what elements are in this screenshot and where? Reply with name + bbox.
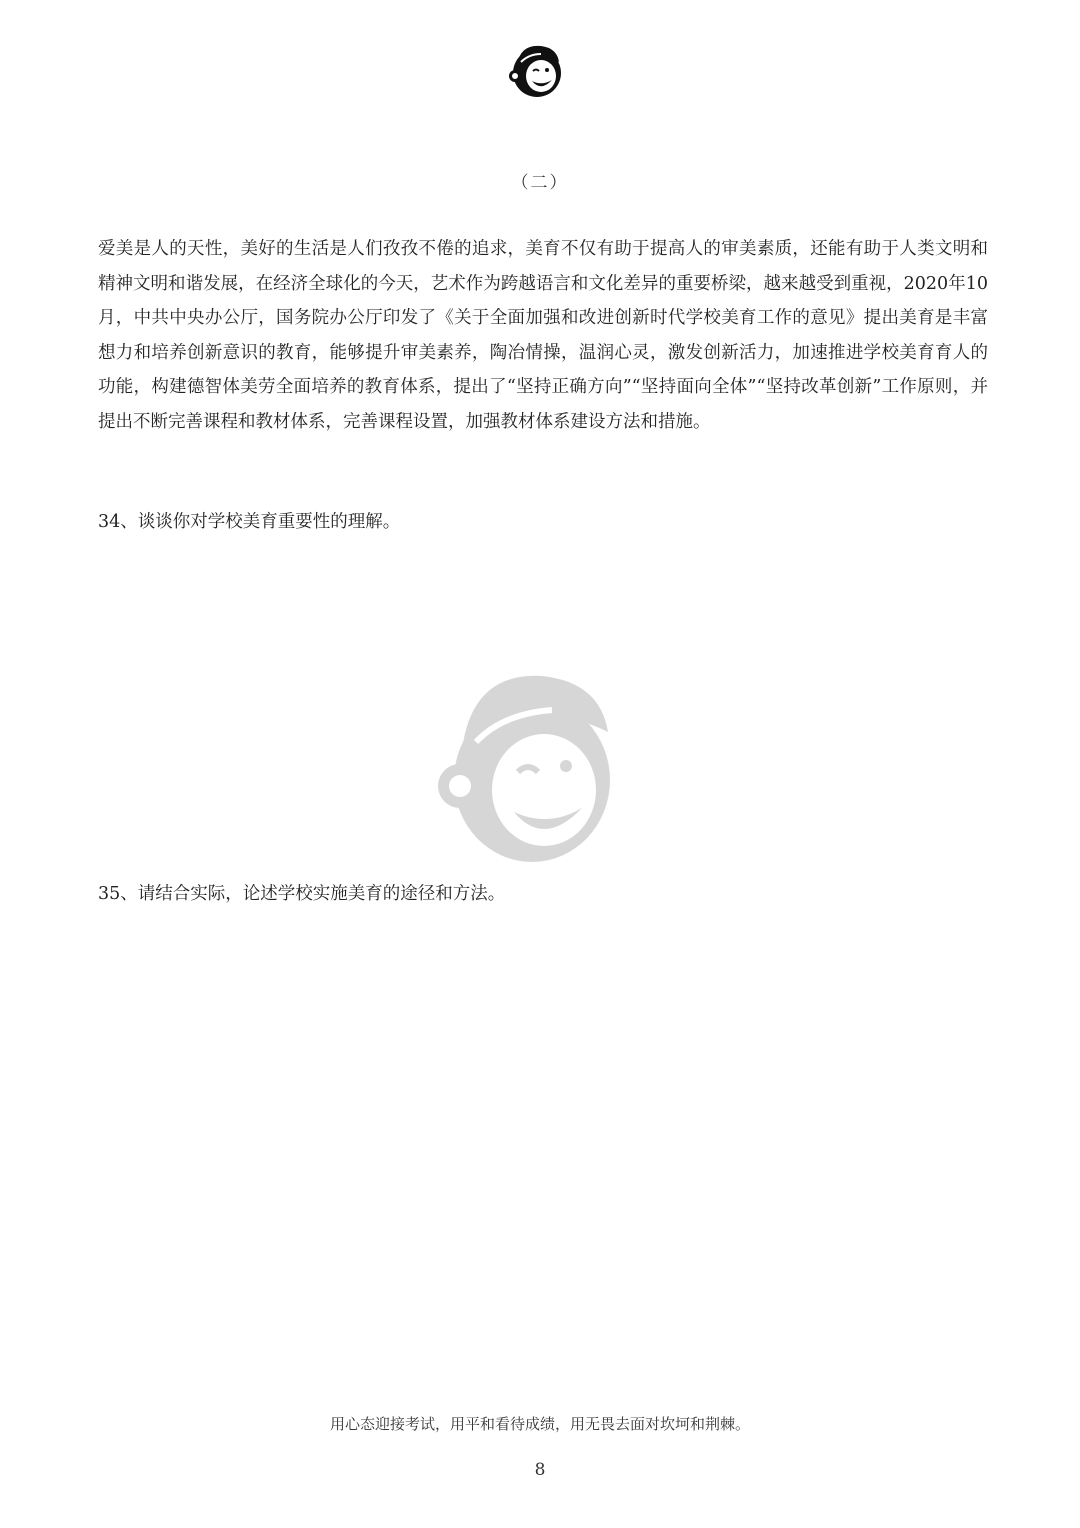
reading-passage: 爱美是人的天性，美好的生活是人们孜孜不倦的追求，美育不仅有助于提高人的审美素质，还能有助于人类文明和精神文明和谐发展，在经济全球化的今天，艺术作为跨越语言和文化差异的重要桥梁，越来越受到重视，2020年10月，中共中央办公厅，国务院办公厅印发了《关于全面加强和改进创新时代学校美育工作的意见》提出美育是丰富想力和培养创新意识的教育，能够提升审美素养，陶冶情操，温润心灵，激发创新活力，加速推进学校美育育人的功能，构建德智体美劳全面培养的教育体系，提出了“坚持正确方向”“坚持面向全体”“坚持改革创新”工作原则，并提出不断完善课程和教材体系，完善课程设置，加强教材体系建设方法和措施。 xyxy=(98,239,988,432)
question-34: 34、谈谈你对学校美育重要性的理解。 xyxy=(98,512,401,532)
page-number: 8 xyxy=(534,1460,546,1480)
monkey-mascot-icon xyxy=(507,40,567,100)
question-35: 35、请结合实际，论述学校实施美育的途径和方法。 xyxy=(98,884,506,904)
monkey-watermark-icon xyxy=(432,662,632,872)
footer-motto: 用心态迎接考试，用平和看待成绩，用无畏去面对坎坷和荆棘。 xyxy=(329,1415,750,1433)
section-heading: （二） xyxy=(511,173,569,193)
